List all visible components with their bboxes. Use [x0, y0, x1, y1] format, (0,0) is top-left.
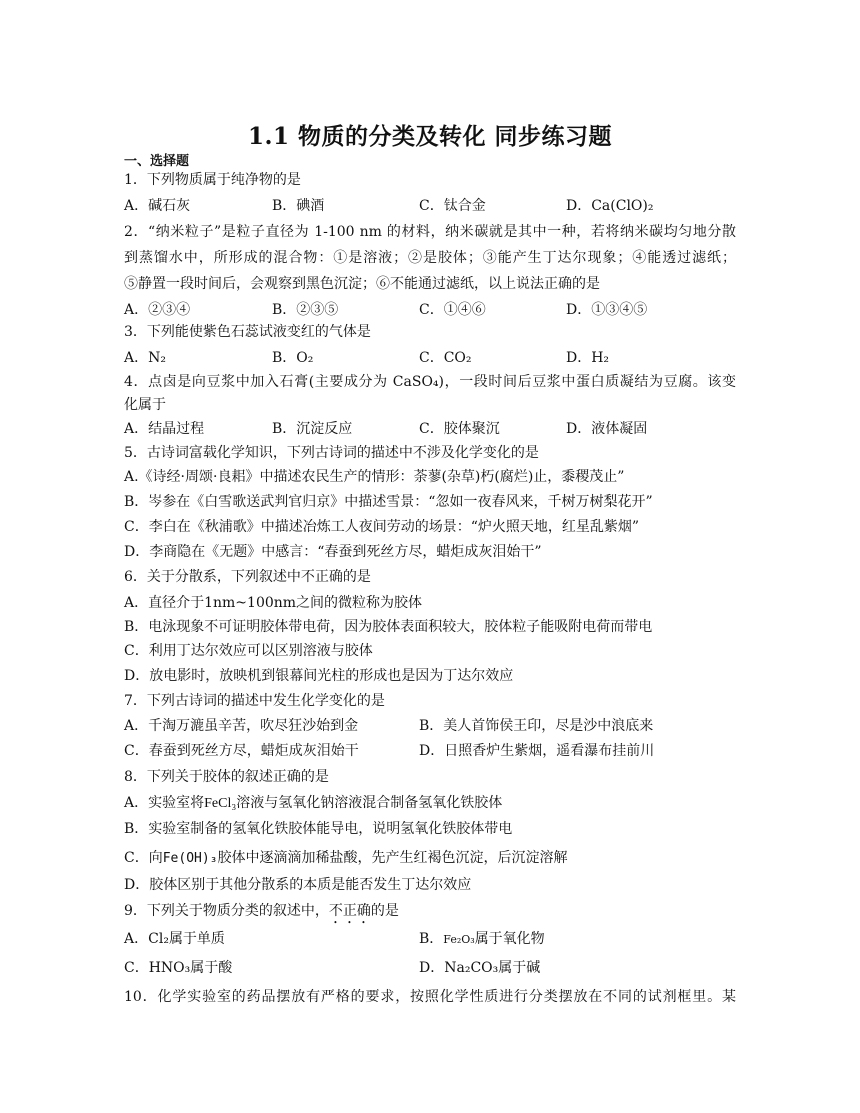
q9-option-c — [124, 955, 232, 981]
q5-option-d: D．李商隐在《无题》中感言：“春蚕到死丝方尽，蜡炬成灰泪始干” — [124, 544, 542, 560]
q8-option-b: B．实验室制备的氢氧化铁胶体能导电，说明氢氧化铁胶体带电 — [124, 821, 513, 837]
q2-option-a: A．②③④ — [124, 302, 191, 318]
q3-option-a: A．N₂ — [124, 350, 166, 366]
q9-option-d-formula: Na₂CO₃ — [444, 960, 499, 976]
page-title: 1.1 物质的分类及转化 同步练习题 — [247, 123, 613, 150]
q6-option-d: D．放电影时，放映机到银幕间光柱的形成也是因为丁达尔效应 — [124, 668, 514, 684]
question-2-line-3: ⑤静置一段时间后，会观察到黑色沉淀；⑥不能通过滤纸，以上说法正确的是 — [124, 276, 600, 292]
q8-option-d: D．胶体区别于其他分散系的本质是能否发生丁达尔效应 — [124, 877, 472, 893]
q1-option-d: D．Ca(ClO)₂ — [566, 198, 654, 214]
q4-option-a: A．结晶过程 — [124, 421, 205, 437]
question-9-stem — [124, 898, 399, 927]
q8-option-c-formula: Fe(OH)₃ — [162, 851, 218, 866]
q8-option-a-formula: FeCl₃ — [204, 796, 237, 811]
section-heading: 一、选择题 — [124, 154, 190, 169]
q8-option-a — [124, 790, 502, 817]
q5-option-a: A.《诗经·周颂·良耜》中描述农民生产的情形：荼蓼(杂草)朽(腐烂)止，黍稷茂止” — [124, 469, 625, 485]
question-5-stem: 5．古诗词富载化学知识，下列古诗词的描述中不涉及化学变化的是 — [124, 445, 539, 461]
question-2-line-2: 到蒸馏水中，所形成的混合物：①是溶液；②是胶体；③能产生丁达尔现象；④能透过滤纸； — [124, 250, 736, 266]
question-7-stem: 7．下列古诗词的描述中发生化学变化的是 — [124, 693, 385, 709]
q7-option-b: B．美人首饰侯王印，尽是沙中浪底来 — [419, 718, 654, 734]
q4-option-c: C．胶体聚沉 — [419, 421, 500, 437]
q3-option-d: D．H₂ — [566, 350, 610, 366]
q1-option-b: B．碘酒 — [272, 198, 325, 214]
question-1-stem: 1．下列物质属于纯净物的是 — [124, 172, 301, 188]
question-10-line-1: 10．化学实验室的药品摆放有严格的要求，按照化学性质进行分类摆放在不同的试剂框里。某 — [124, 989, 736, 1005]
question-8-stem: 8．下列关于胶体的叙述正确的是 — [124, 769, 329, 785]
q9-option-b — [419, 926, 545, 953]
q6-option-b: B．电泳现象不可证明胶体带电荷，因为胶体表面积较大，胶体粒子能吸附电荷而带电 — [124, 619, 653, 635]
question-6-stem: 6．关于分散系，下列叙述中不正确的是 — [124, 569, 371, 585]
q7-option-a: A．千淘万漉虽辛苦，吹尽狂沙始到金 — [124, 718, 359, 734]
q9-option-c-label: C． — [124, 960, 149, 976]
q9-option-d — [419, 955, 540, 981]
q8-option-a-prefix: A．实验室将 — [124, 795, 205, 811]
q9-option-a-label: A． — [124, 931, 149, 947]
q6-option-c: C．利用丁达尔效应可以区别溶液与胶体 — [124, 643, 373, 659]
q9-stem-suffix: 的是 — [370, 903, 399, 919]
q9-option-d-text: 属于碱 — [498, 960, 541, 976]
q1-option-c: C．钛合金 — [419, 198, 486, 214]
q9-stem-emphasis: 不正确 — [328, 903, 371, 919]
question-4-line-1: 4．点卤是向豆浆中加入石膏(主要成分为 CaSO₄)，一段时间后豆浆中蛋白质凝结为豆腐。该变 — [124, 374, 736, 390]
q9-option-a-text: 属于单质 — [168, 931, 225, 947]
q9-option-c-formula: HNO₃ — [148, 960, 191, 976]
q8-option-c — [124, 845, 568, 872]
q9-option-d-label: D． — [419, 960, 445, 976]
q9-option-b-text: 属于氧化物 — [474, 931, 545, 947]
q3-option-b: B．O₂ — [272, 350, 314, 366]
q9-option-c-text: 属于酸 — [190, 960, 233, 976]
q9-option-b-formula: Fe₂O₃ — [443, 933, 475, 946]
q4-option-d: D．液体凝固 — [566, 421, 648, 437]
q5-option-c: C．李白在《秋浦歌》中描述冶炼工人夜间劳动的场景：“炉火照天地，红星乱紫烟” — [124, 519, 640, 535]
q8-option-c-text: 胶体中逐滴滴加稀盐酸，先产生红褐色沉淀，后沉淀溶解 — [217, 850, 568, 866]
q4-option-b: B．沉淀反应 — [272, 421, 353, 437]
q9-option-b-label: B． — [419, 931, 444, 947]
question-4-line-2: 化属于 — [124, 397, 166, 413]
q6-option-a: A．直径介于1nm~100nm之间的微粒称为胶体 — [124, 595, 423, 611]
q2-option-c: C．①④⑥ — [419, 302, 486, 318]
q1-option-a: A．碱石灰 — [124, 198, 191, 214]
q7-option-d: D．日照香炉生紫烟，遥看瀑布挂前川 — [419, 743, 655, 759]
q7-option-c: C．春蚕到死丝方尽，蜡炬成灰泪始干 — [124, 743, 359, 759]
q5-option-b: B．岑参在《白雪歌送武判官归京》中描述雪景：“忽如一夜春风来，千树万树梨花开” — [124, 494, 653, 510]
q9-option-a — [124, 926, 225, 952]
q2-option-b: B．②③⑤ — [272, 302, 339, 318]
q9-stem-prefix: 9．下列关于物质分类的叙述中， — [124, 903, 329, 919]
question-2-line-1: 2．“纳米粒子”是粒子直径为 1-100 nm 的材料，纳米碳就是其中一种，若将纳米碳均匀地分散 — [124, 224, 736, 240]
q9-option-a-formula: Cl₂ — [148, 931, 169, 947]
q8-option-c-prefix: C．向 — [124, 850, 163, 866]
q8-option-a-text: 溶液与氢氧化钠溶液混合制备氢氧化铁胶体 — [236, 795, 503, 811]
q2-option-d: D．①③④⑤ — [566, 302, 648, 318]
question-3-stem: 3．下列能使紫色石蕊试液变红的气体是 — [124, 324, 371, 340]
q3-option-c: C．CO₂ — [419, 350, 472, 366]
